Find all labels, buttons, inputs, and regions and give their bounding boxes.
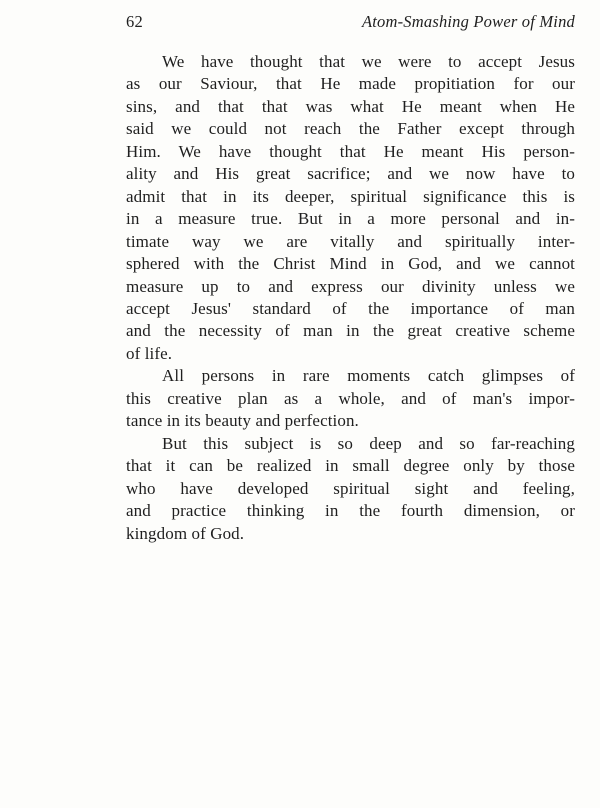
running-head: Atom-Smashing Power of Mind — [361, 12, 575, 31]
text-line: admit that in its deeper, spiritual significance this is — [126, 186, 575, 206]
text-line: sphered with the Christ Mind in God, and we cannot — [126, 254, 575, 274]
text-line: measure up to and express our divinity unless we — [126, 276, 575, 296]
body-text — [126, 51, 575, 545]
paragraph-3 — [126, 433, 575, 545]
text-line: said we could not reach the Father except through — [126, 119, 575, 139]
text-line: and practice thinking in the fourth dimension, or — [126, 501, 575, 521]
text-line: But this subject is so deep and so far-reaching — [162, 433, 575, 453]
text-line: of life. — [126, 343, 173, 363]
text-line: timate way we are vitally and spiritually inter- — [126, 231, 575, 251]
text-line: this creative plan as a whole, and of man's impor- — [126, 388, 575, 408]
text-line: accept Jesus' standard of the importance of man — [126, 298, 575, 318]
text-line: All persons in rare moments catch glimpses of — [162, 366, 575, 386]
text-line: who have developed spiritual sight and feeling, — [126, 478, 575, 498]
text-line: sins, and that that was what He meant when He — [126, 96, 575, 116]
paragraph-1 — [126, 51, 575, 365]
text-line: in a measure true. But in a more personal and in- — [126, 209, 575, 229]
page-header — [126, 12, 575, 32]
text-line: that it can be realized in small degree only by those — [126, 456, 575, 476]
text-line: ality and His great sacrifice; and we now have to — [126, 164, 575, 184]
text-line: We have thought that we were to accept Jesus — [162, 52, 575, 71]
text-line: Him. We have thought that He meant His person- — [126, 141, 575, 161]
text-line: tance in its beauty and perfection. — [126, 411, 359, 431]
text-line: and the necessity of man in the great creative scheme — [126, 321, 575, 341]
page-number: 62 — [126, 12, 143, 31]
text-line: as our Saviour, that He made propitiation for our — [126, 74, 575, 94]
text-line: kingdom of God. — [126, 523, 245, 543]
paragraph-2 — [126, 365, 575, 432]
